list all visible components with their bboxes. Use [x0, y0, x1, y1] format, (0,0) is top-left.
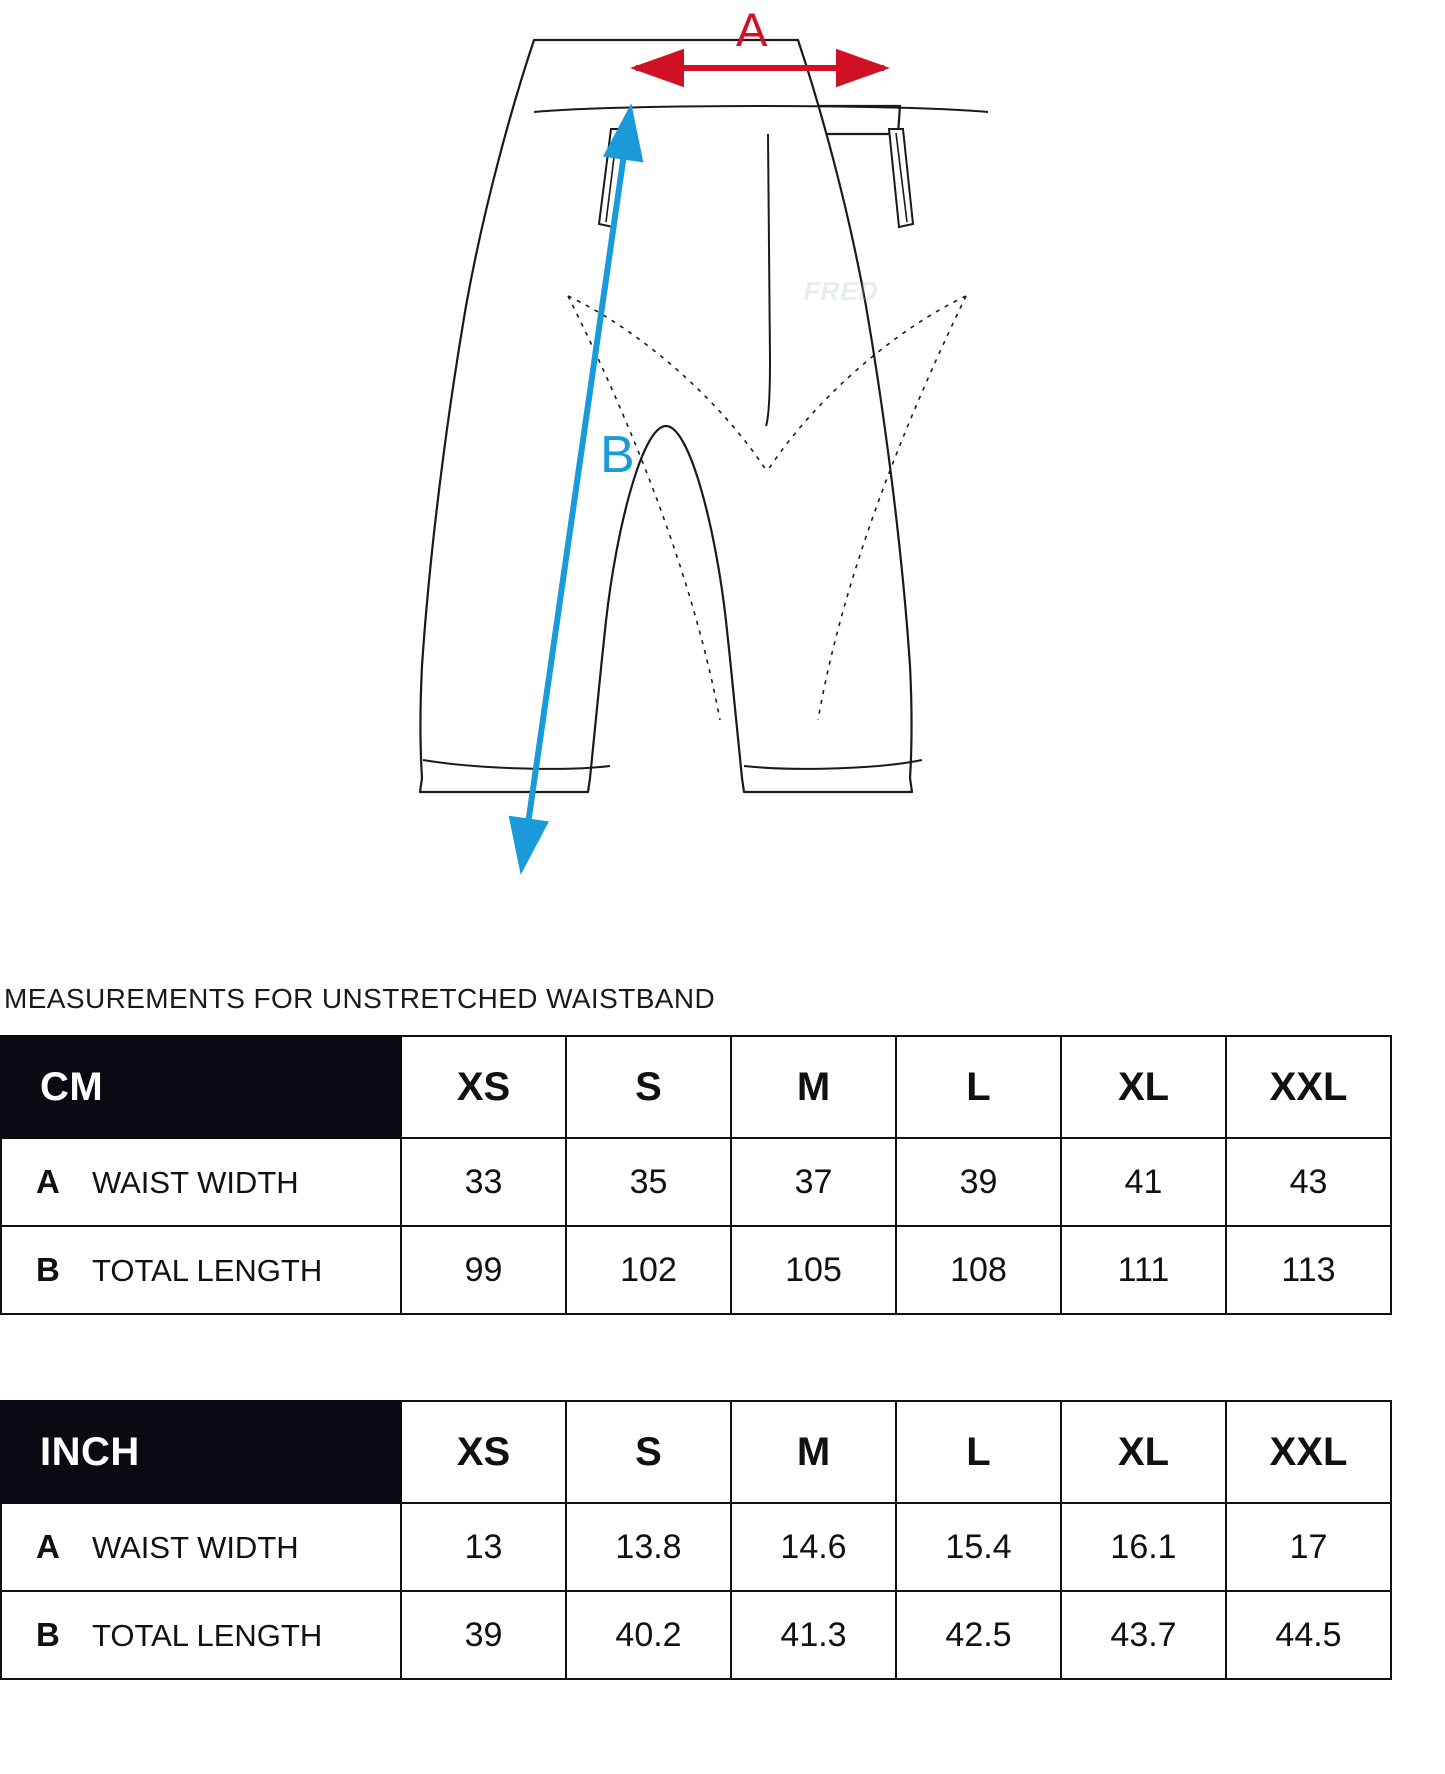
row-text: TOTAL LENGTH — [92, 1618, 323, 1653]
inch-size-table — [0, 1400, 1392, 1680]
cm-table-wrapper — [0, 1035, 1390, 1315]
cell-value: 13.8 — [566, 1503, 731, 1591]
inch-table-wrapper — [0, 1400, 1390, 1680]
svg-text:FRED: FRED — [800, 276, 883, 306]
row-text: TOTAL LENGTH — [92, 1253, 323, 1288]
cell-value: 14.6 — [731, 1503, 896, 1591]
size-header-xl: XL — [1061, 1401, 1226, 1503]
cell-value: 105 — [731, 1226, 896, 1314]
size-header-s: S — [566, 1401, 731, 1503]
row-label-waist-width — [1, 1503, 401, 1591]
row-text: WAIST WIDTH — [92, 1530, 299, 1565]
cell-value: 17 — [1226, 1503, 1391, 1591]
cm-size-table — [0, 1035, 1392, 1315]
cell-value: 102 — [566, 1226, 731, 1314]
cell-value: 33 — [401, 1138, 566, 1226]
size-header-l: L — [896, 1036, 1061, 1138]
cell-value: 99 — [401, 1226, 566, 1314]
cell-value: 35 — [566, 1138, 731, 1226]
row-letter: B — [36, 1616, 60, 1653]
cell-value: 15.4 — [896, 1503, 1061, 1591]
cell-value: 41 — [1061, 1138, 1226, 1226]
cell-value: 43.7 — [1061, 1591, 1226, 1679]
size-header-xl: XL — [1061, 1036, 1226, 1138]
cell-value: 13 — [401, 1503, 566, 1591]
row-label-total-length — [1, 1226, 401, 1314]
table-row — [1, 1591, 1391, 1679]
cell-value: 40.2 — [566, 1591, 731, 1679]
measurements-caption: MEASUREMENTS FOR UNSTRETCHED WAISTBAND — [4, 983, 716, 1014]
cell-value: 39 — [896, 1138, 1061, 1226]
cell-value: 111 — [1061, 1226, 1226, 1314]
row-letter: A — [36, 1163, 60, 1200]
cell-value: 113 — [1226, 1226, 1391, 1314]
row-label-waist-width — [1, 1138, 401, 1226]
garment-illustration — [0, 0, 1445, 880]
brand-mark — [801, 276, 882, 306]
unit-header: INCH — [1, 1401, 401, 1503]
table-header-row — [1, 1036, 1391, 1138]
cell-value: 44.5 — [1226, 1591, 1391, 1679]
cell-value: 16.1 — [1061, 1503, 1226, 1591]
pants-technical-drawing — [0, 0, 1445, 880]
cell-value: 42.5 — [896, 1591, 1061, 1679]
size-header-m: M — [731, 1401, 896, 1503]
cell-value: 37 — [731, 1138, 896, 1226]
size-header-l: L — [896, 1401, 1061, 1503]
size-header-s: S — [566, 1036, 731, 1138]
table-row — [1, 1138, 1391, 1226]
table-row — [1, 1503, 1391, 1591]
table-row — [1, 1226, 1391, 1314]
measure-b-label: B — [600, 426, 635, 484]
unit-header: CM — [1, 1036, 401, 1138]
row-label-total-length — [1, 1591, 401, 1679]
cell-value: 41.3 — [731, 1591, 896, 1679]
table-header-row — [1, 1401, 1391, 1503]
size-header-xxl: XXL — [1226, 1036, 1391, 1138]
row-letter: B — [36, 1251, 60, 1288]
cell-value: 108 — [896, 1226, 1061, 1314]
row-text: WAIST WIDTH — [92, 1165, 299, 1200]
size-header-xs: XS — [401, 1036, 566, 1138]
cell-value: 43 — [1226, 1138, 1391, 1226]
cell-value: 39 — [401, 1591, 566, 1679]
size-header-xxl: XXL — [1226, 1401, 1391, 1503]
measure-a-label: A — [736, 3, 768, 56]
size-header-m: M — [731, 1036, 896, 1138]
row-letter: A — [36, 1528, 60, 1565]
size-header-xs: XS — [401, 1401, 566, 1503]
